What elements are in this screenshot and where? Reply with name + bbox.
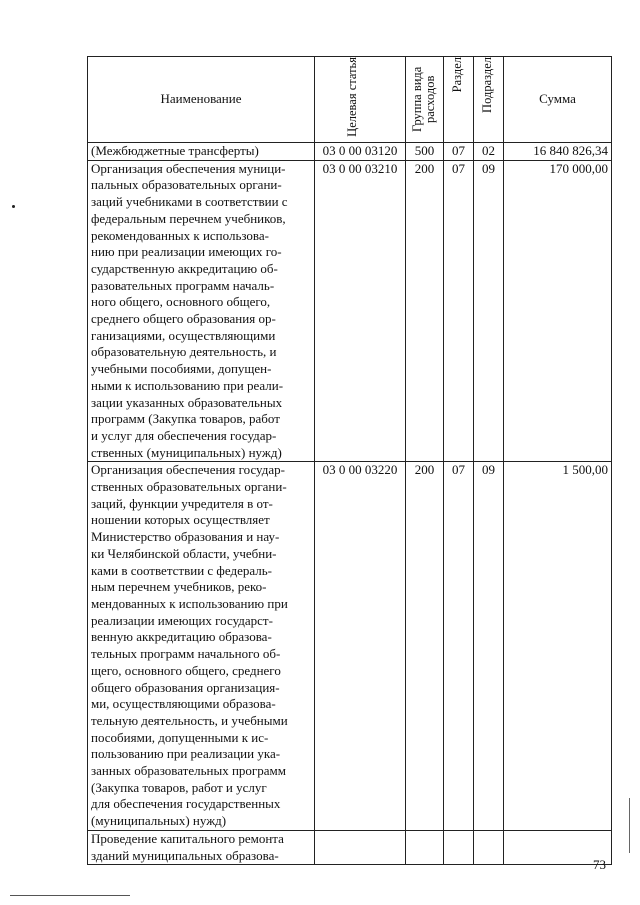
name-line: общего образования организация- xyxy=(91,679,280,695)
row-subsection xyxy=(474,160,504,462)
row-subsection xyxy=(474,462,504,830)
row-sum-value: 170 000,00 xyxy=(549,160,608,176)
name-line: ганизациями, осуществляющими xyxy=(91,327,276,343)
name-line: программ (Закупка товаров, работ xyxy=(91,411,280,427)
row-group xyxy=(406,462,444,830)
row-subsection-value: 09 xyxy=(482,462,495,478)
row-sum xyxy=(504,160,612,462)
name-line: ным перечнем учебников, реко- xyxy=(91,579,267,595)
footer-line xyxy=(10,895,130,896)
name-line: занных образовательных программ xyxy=(91,763,286,779)
row-section xyxy=(444,462,474,830)
name-line: венную аккредитацию образова- xyxy=(91,629,272,645)
row-subsection-value: 02 xyxy=(482,143,495,158)
name-line: тельных программ начального об- xyxy=(91,646,281,662)
name-line: ношении которых осуществляет xyxy=(91,512,270,528)
name-line: нию при реализации имеющих го- xyxy=(91,244,282,260)
name-line: федеральным перечнем учебников, xyxy=(91,210,286,226)
row-group-value: 500 xyxy=(414,143,435,158)
row-subsection-value: 09 xyxy=(482,160,495,176)
table-row xyxy=(88,462,612,830)
name-line: ками в соответствии с федераль- xyxy=(91,562,272,578)
row-section-value: 07 xyxy=(452,160,465,176)
name-line: (Межбюджетные трансферты) xyxy=(91,143,259,158)
row-group-value: 200 xyxy=(414,462,435,478)
row-target-value: 03 0 00 03210 xyxy=(322,160,398,176)
row-target xyxy=(315,160,406,462)
header-row xyxy=(88,57,612,143)
header-group: Группа вида расходов xyxy=(406,57,444,143)
name-line: зданий муниципальных образова- xyxy=(91,847,279,863)
name-line: ственных (муниципальных) нужд) xyxy=(91,444,282,460)
name-line: пользованию при реализации ука- xyxy=(91,746,281,762)
row-name xyxy=(88,160,315,462)
name-line: сударственную аккредитацию об- xyxy=(91,260,278,276)
margin-mark xyxy=(629,798,630,853)
row-target xyxy=(315,143,406,161)
header-section: Раздел xyxy=(444,57,474,143)
table-row xyxy=(88,143,612,161)
table-row xyxy=(88,830,612,864)
name-line: для обеспечения государственных xyxy=(91,796,281,812)
row-subsection xyxy=(474,143,504,161)
row-section xyxy=(444,143,474,161)
scan-speck xyxy=(12,205,15,208)
row-sum-value: 1 500,00 xyxy=(562,462,608,478)
row-name xyxy=(88,143,315,161)
table-row xyxy=(88,160,612,462)
row-section xyxy=(444,160,474,462)
name-line: Проведение капитального ремонта xyxy=(91,830,284,846)
row-group xyxy=(406,830,444,864)
name-line: ными к использованию при реали- xyxy=(91,377,284,393)
row-group xyxy=(406,160,444,462)
row-group xyxy=(406,143,444,161)
row-sum-value: 16 840 826,34 xyxy=(533,143,608,158)
row-group-value: 200 xyxy=(414,160,435,176)
name-line: Организация обеспечения государ- xyxy=(91,462,285,478)
row-section xyxy=(444,830,474,864)
row-target-value: 03 0 00 03220 xyxy=(322,462,398,478)
name-line: ного общего, основного общего, xyxy=(91,294,271,310)
name-line: мендованных к использованию при xyxy=(91,595,288,611)
row-sum xyxy=(504,143,612,161)
name-line: реализации имеющих государст- xyxy=(91,612,273,628)
name-line: заций, функции учредителя в от- xyxy=(91,495,273,511)
budget-table xyxy=(87,56,612,865)
name-line: образовательную деятельность, и xyxy=(91,344,277,360)
name-line: пальных образовательных органи- xyxy=(91,177,282,193)
row-section-value: 07 xyxy=(452,462,465,478)
row-target xyxy=(315,830,406,864)
header-name: Наименование xyxy=(88,57,315,143)
name-line: (муниципальных) нужд) xyxy=(91,813,227,829)
name-line: (Закупка товаров, работ и услуг xyxy=(91,779,267,795)
row-section-value: 07 xyxy=(452,143,465,158)
name-line: ми, осуществляющими образова- xyxy=(91,696,276,712)
name-line: рекомендованных к использова- xyxy=(91,227,270,243)
name-line: Организация обеспечения муници- xyxy=(91,160,286,176)
name-line: разовательных программ началь- xyxy=(91,277,275,293)
name-line: зации указанных образовательных xyxy=(91,394,283,410)
name-line: учебными пособиями, допущен- xyxy=(91,361,272,377)
name-line: пособиями, допущенными к ис- xyxy=(91,729,269,745)
row-subsection xyxy=(474,830,504,864)
name-line: щего, основного общего, среднего xyxy=(91,662,281,678)
name-line: ственных образовательных органи- xyxy=(91,479,287,495)
header-sum: Сумма xyxy=(504,57,612,143)
name-line: тельную деятельность, и учебными xyxy=(91,712,288,728)
header-target: Целевая статья xyxy=(315,57,406,143)
row-target xyxy=(315,462,406,830)
page-number: 73 xyxy=(593,857,606,872)
row-sum xyxy=(504,462,612,830)
row-name xyxy=(88,462,315,830)
name-line: Министерство образования и нау- xyxy=(91,529,280,545)
name-line: ки Челябинской области, учебни- xyxy=(91,545,277,561)
row-target-value: 03 0 00 03120 xyxy=(322,143,398,158)
name-line: заций учебниками в соответствии с xyxy=(91,194,288,210)
header-subsection: Подраздел xyxy=(474,57,504,143)
name-line: среднего общего образования ор- xyxy=(91,311,276,327)
name-line: и услуг для обеспечения государ- xyxy=(91,427,277,443)
row-name xyxy=(88,830,315,864)
